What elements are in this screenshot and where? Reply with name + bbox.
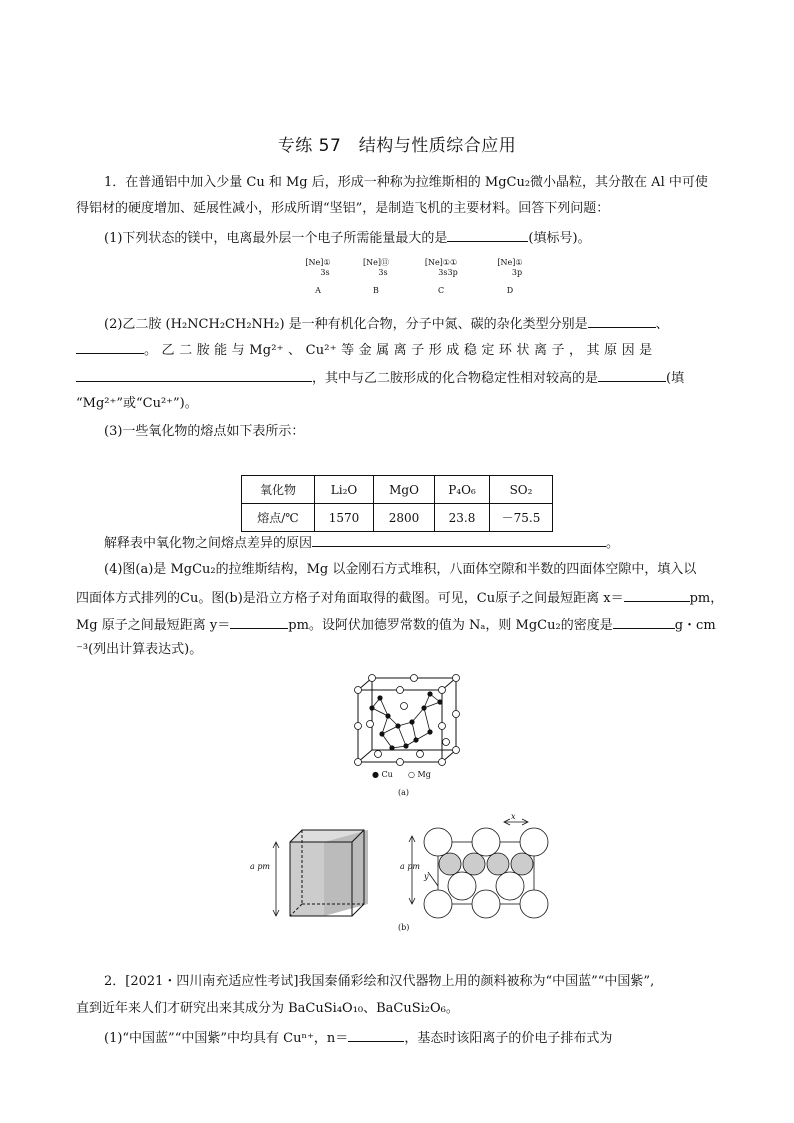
q1-part2-text2: 。 乙 二 胺 能 与 Mg²⁺ 、 Cu²⁺ 等 金 属 离 子 形 成 稳 定 环 状 离 子 ， 其 原 因 是 <box>144 343 653 358</box>
figure-b-y-label: y <box>424 872 429 881</box>
q1-part2-line1 <box>104 315 669 333</box>
q1-part2-sep: 、 <box>655 317 669 332</box>
answer-blank[interactable] <box>447 229 528 242</box>
option-d-orbital: 3p <box>511 268 523 277</box>
option-a-label: A <box>315 286 321 295</box>
q2-part1-text: (1)“中国蓝”“中国紫”中均具有 Cuⁿ⁺，n＝ <box>104 1031 349 1046</box>
q1-part4-text2: 四面体方式排列的Cu。图(b)是沿立方格子对角面取得的截图。可见，Cu原子之间最短距离 x＝ <box>76 591 624 606</box>
table-cell: 氧化物 <box>242 476 315 504</box>
answer-blank[interactable] <box>76 369 312 382</box>
option-b <box>356 258 396 296</box>
q1-part4-unit2: g・cm <box>674 618 716 633</box>
table-cell: 1570 <box>315 504 374 532</box>
q1-part4-line4: ⁻³(列出计算表达式)。 <box>76 642 203 657</box>
option-a-orbital: 3s <box>320 268 330 277</box>
melting-point-table <box>241 475 553 532</box>
option-a-config: [Ne]① <box>305 258 331 267</box>
option-c-config: [Ne]①① <box>424 258 458 267</box>
figure-b-section <box>398 816 548 926</box>
figure-b-x-label: x <box>511 812 516 821</box>
q2-line1: 2．[2021・四川南充适应性考试]我国秦俑彩绘和汉代器物上用的颜料被称为“中国蓝”“中国紫”, <box>104 974 655 989</box>
option-b-orbital: 3s <box>378 268 388 277</box>
q1-part2-text3: ，其中与乙二胺形成的化合物稳定性相对较高的是 <box>312 371 599 386</box>
mg-section-atoms <box>424 828 548 918</box>
q1-part4-line3 <box>76 616 716 634</box>
table-cell: MgO <box>374 476 435 504</box>
q1-part1-suffix: (填标号)。 <box>528 231 591 246</box>
q1-part4-text3b: pm。设阿伏加德罗常数的值为 Nₐ，则 MgCu₂的密度是 <box>288 618 613 633</box>
table-cell: 23.8 <box>435 504 490 532</box>
figure-b-apm-right: a pm <box>400 862 421 871</box>
q1-part4-unit: pm， <box>689 591 724 606</box>
option-c-label: C <box>437 286 445 295</box>
answer-blank[interactable] <box>588 315 656 328</box>
q1-intro-line2: 得铝材的硬度增加、延展性减小，形成所谓“坚铝”，是制造飞机的主要材料。回答下列问题： <box>76 201 610 216</box>
table-cell: 2800 <box>374 504 435 532</box>
q2-part1-text2: ，基态时该阳离子的价电子排布式为 <box>404 1031 613 1046</box>
q1-part3-explain-text: 解释表中氧化物之间熔点差异的原因 <box>104 536 313 551</box>
table-cell: Li₂O <box>315 476 374 504</box>
option-b-config: [Ne]⑪ <box>363 258 389 267</box>
table-header-row <box>242 476 553 504</box>
option-d <box>490 258 530 296</box>
answer-blank[interactable] <box>76 341 144 354</box>
page-title: 专练 57 结构与性质综合应用 <box>277 136 517 156</box>
answer-blank[interactable] <box>230 616 288 629</box>
option-c <box>419 258 463 296</box>
cu-bonds <box>372 694 440 748</box>
q1-part1-text: (1)下列状态的镁中，电离最外层一个电子所需能量最大的是 <box>104 231 448 246</box>
figure-b-caption: (b) <box>398 923 410 932</box>
q1-part2-suffix: (填 <box>666 371 685 386</box>
table-row <box>242 504 553 532</box>
q2-line2: 直到近年来人们才研究出来其成分为 BaCuSi₄O₁₀、BaCuSi₂O₆。 <box>76 1001 459 1016</box>
q1-part2-text: (2)乙二胺 (H₂NCH₂CH₂NH₂) 是一种有机化合物，分子中氮、碳的杂化类型分别是 <box>104 317 588 332</box>
answer-blank[interactable] <box>613 616 675 629</box>
option-a <box>298 258 338 296</box>
q1-part4-line1: (4)图(a)是 MgCu₂的拉维斯结构，Mg 以金刚石方式堆积，八面体空隙和半数的四面体空隙中，填入以 <box>104 562 697 577</box>
table-cell: －75.5 <box>490 504 553 532</box>
answer-blank[interactable] <box>348 1029 404 1042</box>
q1-part3: (3)一些氧化物的熔点如下表所示： <box>104 424 305 439</box>
answer-blank[interactable] <box>598 369 666 382</box>
q1-part4-text3: Mg 原子之间最短距离 y＝ <box>76 618 231 633</box>
legend-cu: ● Cu <box>372 770 393 779</box>
q1-part1 <box>104 229 591 247</box>
figure-b-cube <box>262 828 372 918</box>
table-cell: SO₂ <box>490 476 553 504</box>
cu-atoms <box>369 691 442 750</box>
figure-a-crystal <box>354 676 464 766</box>
q1-part2-line4: “Mg²⁺”或“Cu²⁺”)。 <box>76 396 198 411</box>
figure-a-caption: (a) <box>398 788 410 797</box>
q1-part3-explain-end: 。 <box>606 536 620 551</box>
option-d-label: D <box>506 286 514 295</box>
option-b-label: B <box>373 286 379 295</box>
q1-intro-line1: 1．在普通铝中加入少量 Cu 和 Mg 后，形成一种称为拉维斯相的 MgCu₂微小晶粒，其分散在 Al 中可使 <box>104 175 708 190</box>
q1-part2-line3 <box>76 369 684 387</box>
table-cell: P₄O₆ <box>435 476 490 504</box>
option-d-config: [Ne]① <box>497 258 523 267</box>
q1-part3-explain <box>104 534 619 552</box>
table-cell: 熔点/℃ <box>242 504 315 532</box>
q2-line3 <box>104 1029 612 1047</box>
legend-mg: ○ Mg <box>408 770 431 779</box>
answer-blank[interactable] <box>312 534 606 547</box>
answer-blank[interactable] <box>624 589 690 602</box>
figure-b-apm-left: a pm <box>250 862 271 871</box>
q1-part4-line2 <box>76 589 723 607</box>
q1-part2-line2 <box>76 341 652 359</box>
option-c-orbital: 3s3p <box>438 268 458 277</box>
